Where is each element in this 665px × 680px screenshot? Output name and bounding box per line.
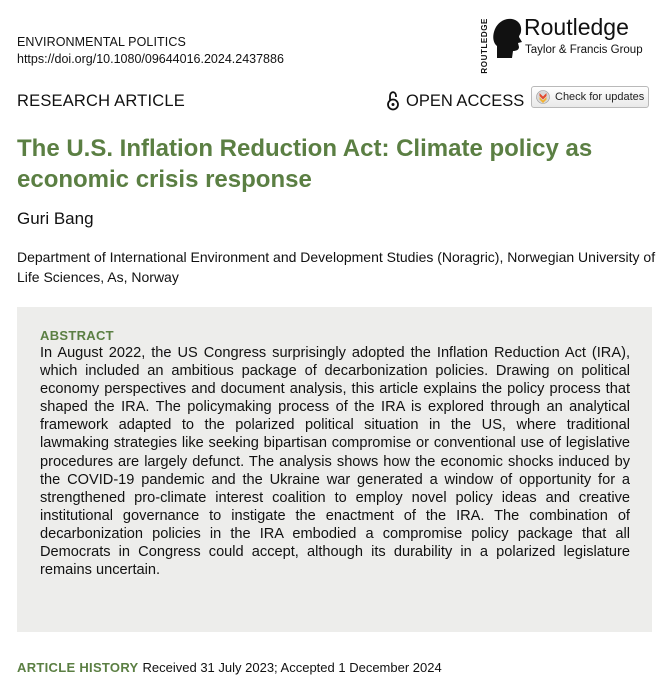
check-updates-button[interactable] (531, 86, 649, 108)
journal-name: ENVIRONMENTAL POLITICS (17, 35, 186, 49)
doi-link[interactable]: https://doi.org/10.1080/09644016.2024.2437886 (17, 52, 284, 66)
article-title: The U.S. Inflation Reduction Act: Climate policy as economic crisis response (17, 135, 593, 193)
abstract-text: In August 2022, the US Congress surprisingly adopted the Inflation Reduction Act (IRA), which included an ambitious package of decarbonization policies. Drawing on political economy perspectives and document analysis, this article explains the policy process that shaped the IRA. The policymaking process of the IRA is explored through an analytical framework adapted to the polarized political situation in the US, where traditional lawmaking strategies like seeking bipartisan compromise or conventional use of legislative procedures are largely defunct. The analysis shows how the economic shocks induced by the COVID-19 pandemic and the Ukraine war generated a window of opportunity for a strengthened pro-climate interest coalition to employ novel policy ideas and creative institutional governance to instigate the enactment of the IRA. The combination of decarbonization policies in the IRA embodied a compromise policy package that all Democrats in Congress could accept, although its durability in a polarized legislature remains uncertain. (40, 345, 630, 579)
author-affiliation: Department of International Environment and Development Studies (Noragric), Norwegian University of Life Sciences, As, Norway (17, 249, 656, 285)
article-history (17, 660, 442, 675)
publisher-logo (480, 12, 655, 74)
publisher-vertical-label: ROUTLEDGE (480, 18, 489, 74)
author-name[interactable]: Guri Bang (17, 209, 94, 228)
publisher-sub: Taylor & Francis Group (525, 44, 643, 56)
article-history-label: ARTICLE HISTORY (17, 660, 139, 675)
journal-header (17, 34, 284, 68)
publisher-brand: Routledge (524, 14, 629, 40)
check-updates-label: Check for updates (555, 91, 645, 103)
article-type: RESEARCH ARTICLE (17, 92, 185, 110)
article-history-text: Received 31 July 2023; Accepted 1 December 2024 (142, 660, 442, 675)
open-access-label: OPEN ACCESS (406, 91, 525, 110)
open-access-badge (386, 91, 524, 111)
crossmark-icon (536, 90, 550, 104)
open-lock-icon (386, 91, 400, 111)
routledge-head-icon (491, 16, 523, 60)
abstract-label: ABSTRACT (40, 328, 114, 343)
